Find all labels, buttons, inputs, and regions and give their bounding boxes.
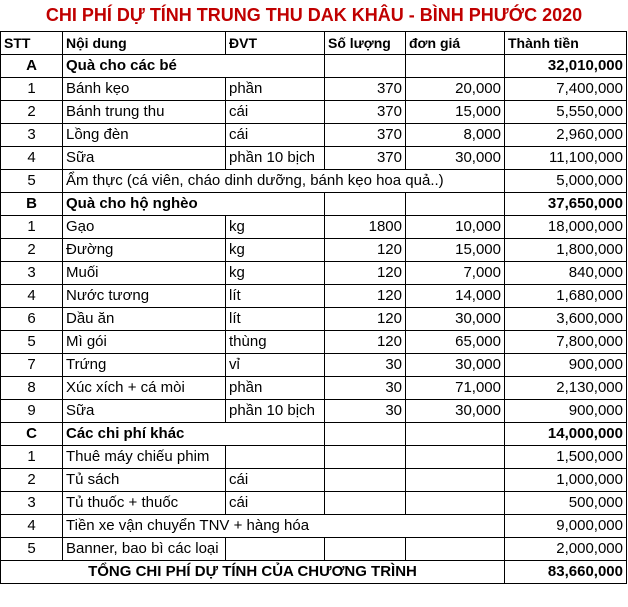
empty-cell	[325, 55, 406, 78]
table-row	[1, 331, 627, 354]
table-row	[1, 170, 627, 193]
row-stt: 4	[1, 147, 63, 170]
row-price: 15,000	[406, 239, 505, 262]
empty-cell	[406, 55, 505, 78]
row-content: Lồng đèn	[63, 124, 226, 147]
row-price: 30,000	[406, 354, 505, 377]
section-code: A	[1, 55, 63, 78]
table-row	[1, 216, 627, 239]
row-content: Sữa	[63, 400, 226, 423]
row-total: 5,550,000	[505, 101, 627, 124]
row-total: 2,130,000	[505, 377, 627, 400]
row-stt: 2	[1, 239, 63, 262]
row-total: 500,000	[505, 492, 627, 515]
table-row	[1, 101, 627, 124]
row-total: 1,500,000	[505, 446, 627, 469]
section-row	[1, 423, 627, 446]
row-qty: 30	[325, 354, 406, 377]
row-unit: phần 10 bịch	[226, 147, 325, 170]
row-qty: 120	[325, 239, 406, 262]
row-total: 900,000	[505, 354, 627, 377]
row-qty: 370	[325, 78, 406, 101]
row-price	[406, 538, 505, 561]
row-qty: 120	[325, 285, 406, 308]
table-row	[1, 515, 627, 538]
section-total: 32,010,000	[505, 55, 627, 78]
table-row	[1, 400, 627, 423]
row-stt: 3	[1, 492, 63, 515]
row-total: 1,680,000	[505, 285, 627, 308]
row-unit	[226, 538, 325, 561]
row-total: 7,400,000	[505, 78, 627, 101]
table-row	[1, 446, 627, 469]
table-row	[1, 239, 627, 262]
row-content: Muối	[63, 262, 226, 285]
section-name: Các chi phí khác	[63, 423, 325, 446]
row-price	[406, 469, 505, 492]
row-total: 5,000,000	[505, 170, 627, 193]
row-qty: 120	[325, 308, 406, 331]
row-qty: 370	[325, 147, 406, 170]
row-stt: 2	[1, 101, 63, 124]
header-row	[1, 32, 627, 55]
row-content: Sữa	[63, 147, 226, 170]
row-stt: 1	[1, 446, 63, 469]
section-total: 14,000,000	[505, 423, 627, 446]
row-stt: 9	[1, 400, 63, 423]
row-total: 7,800,000	[505, 331, 627, 354]
row-qty: 30	[325, 400, 406, 423]
row-content: Dầu ăn	[63, 308, 226, 331]
empty-cell	[406, 193, 505, 216]
row-unit: kg	[226, 216, 325, 239]
row-unit: cái	[226, 124, 325, 147]
sheet-title: CHI PHÍ DỰ TÍNH TRUNG THU DAK KHÂU - BÌNH PHƯỚC 2020	[45, 5, 583, 25]
row-stt: 5	[1, 538, 63, 561]
header-price: đơn giá	[406, 32, 505, 55]
row-unit: vỉ	[226, 354, 325, 377]
row-total: 11,100,000	[505, 147, 627, 170]
row-content: Banner, bao bì các loại	[63, 538, 226, 561]
row-stt: 6	[1, 308, 63, 331]
row-total: 9,000,000	[505, 515, 627, 538]
table-row	[1, 538, 627, 561]
row-unit: phần	[226, 377, 325, 400]
grand-total-label: TỔNG CHI PHÍ DỰ TÍNH CỦA CHƯƠNG TRÌNH	[1, 561, 505, 584]
row-content: Xúc xích + cá mòi	[63, 377, 226, 400]
row-price: 14,000	[406, 285, 505, 308]
row-content: Nước tương	[63, 285, 226, 308]
row-content: Tiền xe vận chuyển TNV + hàng hóa	[63, 515, 505, 538]
row-price: 15,000	[406, 101, 505, 124]
row-unit: phần 10 bịch	[226, 400, 325, 423]
grand-total-value: 83,660,000	[505, 561, 627, 584]
row-qty: 1800	[325, 216, 406, 239]
row-stt: 7	[1, 354, 63, 377]
row-qty: 30	[325, 377, 406, 400]
table-row	[1, 124, 627, 147]
row-unit: cái	[226, 469, 325, 492]
table-body	[1, 55, 627, 561]
row-price: 20,000	[406, 78, 505, 101]
row-unit	[226, 446, 325, 469]
row-total: 2,000,000	[505, 538, 627, 561]
table-row	[1, 78, 627, 101]
section-total: 37,650,000	[505, 193, 627, 216]
row-content: Tủ sách	[63, 469, 226, 492]
row-qty: 370	[325, 124, 406, 147]
empty-cell	[406, 423, 505, 446]
grand-total-row	[1, 561, 627, 584]
row-stt: 2	[1, 469, 63, 492]
section-row	[1, 193, 627, 216]
row-unit: cái	[226, 101, 325, 124]
row-qty	[325, 538, 406, 561]
row-stt: 8	[1, 377, 63, 400]
row-stt: 5	[1, 331, 63, 354]
table-row	[1, 262, 627, 285]
cost-table	[0, 31, 627, 584]
table-row	[1, 377, 627, 400]
row-price: 30,000	[406, 308, 505, 331]
section-code: B	[1, 193, 63, 216]
table-row	[1, 354, 627, 377]
row-total: 3,600,000	[505, 308, 627, 331]
section-row	[1, 55, 627, 78]
row-price	[406, 446, 505, 469]
section-name: Quà cho hộ nghèo	[63, 193, 325, 216]
row-total: 840,000	[505, 262, 627, 285]
row-price	[406, 492, 505, 515]
header-total: Thành tiền	[505, 32, 627, 55]
row-stt: 3	[1, 262, 63, 285]
row-unit: lít	[226, 285, 325, 308]
row-total: 900,000	[505, 400, 627, 423]
row-price: 30,000	[406, 147, 505, 170]
row-total: 2,960,000	[505, 124, 627, 147]
row-content: Mì gói	[63, 331, 226, 354]
row-unit: thùng	[226, 331, 325, 354]
header-stt: STT	[1, 32, 63, 55]
table-row	[1, 285, 627, 308]
row-stt: 5	[1, 170, 63, 193]
row-content: Thuê máy chiếu phim	[63, 446, 226, 469]
row-unit: lít	[226, 308, 325, 331]
row-price: 71,000	[406, 377, 505, 400]
row-price: 7,000	[406, 262, 505, 285]
row-stt: 1	[1, 78, 63, 101]
table-row	[1, 492, 627, 515]
empty-cell	[325, 193, 406, 216]
table-row	[1, 147, 627, 170]
row-qty	[325, 446, 406, 469]
row-qty	[325, 469, 406, 492]
section-name: Quà cho các bé	[63, 55, 325, 78]
table-row	[1, 469, 627, 492]
row-stt: 3	[1, 124, 63, 147]
header-content: Nội dung	[63, 32, 226, 55]
row-total: 1,000,000	[505, 469, 627, 492]
row-content: Trứng	[63, 354, 226, 377]
row-content: Đường	[63, 239, 226, 262]
row-qty	[325, 492, 406, 515]
row-price: 8,000	[406, 124, 505, 147]
row-stt: 1	[1, 216, 63, 239]
row-content: Bánh trung thu	[63, 101, 226, 124]
row-total: 18,000,000	[505, 216, 627, 239]
row-total: 1,800,000	[505, 239, 627, 262]
row-qty: 120	[325, 331, 406, 354]
row-price: 30,000	[406, 400, 505, 423]
row-qty: 120	[325, 262, 406, 285]
row-content: Gạo	[63, 216, 226, 239]
row-unit: kg	[226, 262, 325, 285]
row-price: 65,000	[406, 331, 505, 354]
row-content: Ẩm thực (cá viên, cháo dinh dưỡng, bánh kẹo hoa quả..)	[63, 170, 505, 193]
empty-cell	[325, 423, 406, 446]
section-code: C	[1, 423, 63, 446]
row-content: Bánh kẹo	[63, 78, 226, 101]
row-unit: phần	[226, 78, 325, 101]
row-unit: cái	[226, 492, 325, 515]
table-row	[1, 308, 627, 331]
row-price: 10,000	[406, 216, 505, 239]
row-content: Tủ thuốc + thuốc	[63, 492, 226, 515]
row-stt: 4	[1, 285, 63, 308]
row-unit: kg	[226, 239, 325, 262]
row-qty: 370	[325, 101, 406, 124]
header-qty: Số lượng	[325, 32, 406, 55]
row-stt: 4	[1, 515, 63, 538]
header-unit: ĐVT	[226, 32, 325, 55]
